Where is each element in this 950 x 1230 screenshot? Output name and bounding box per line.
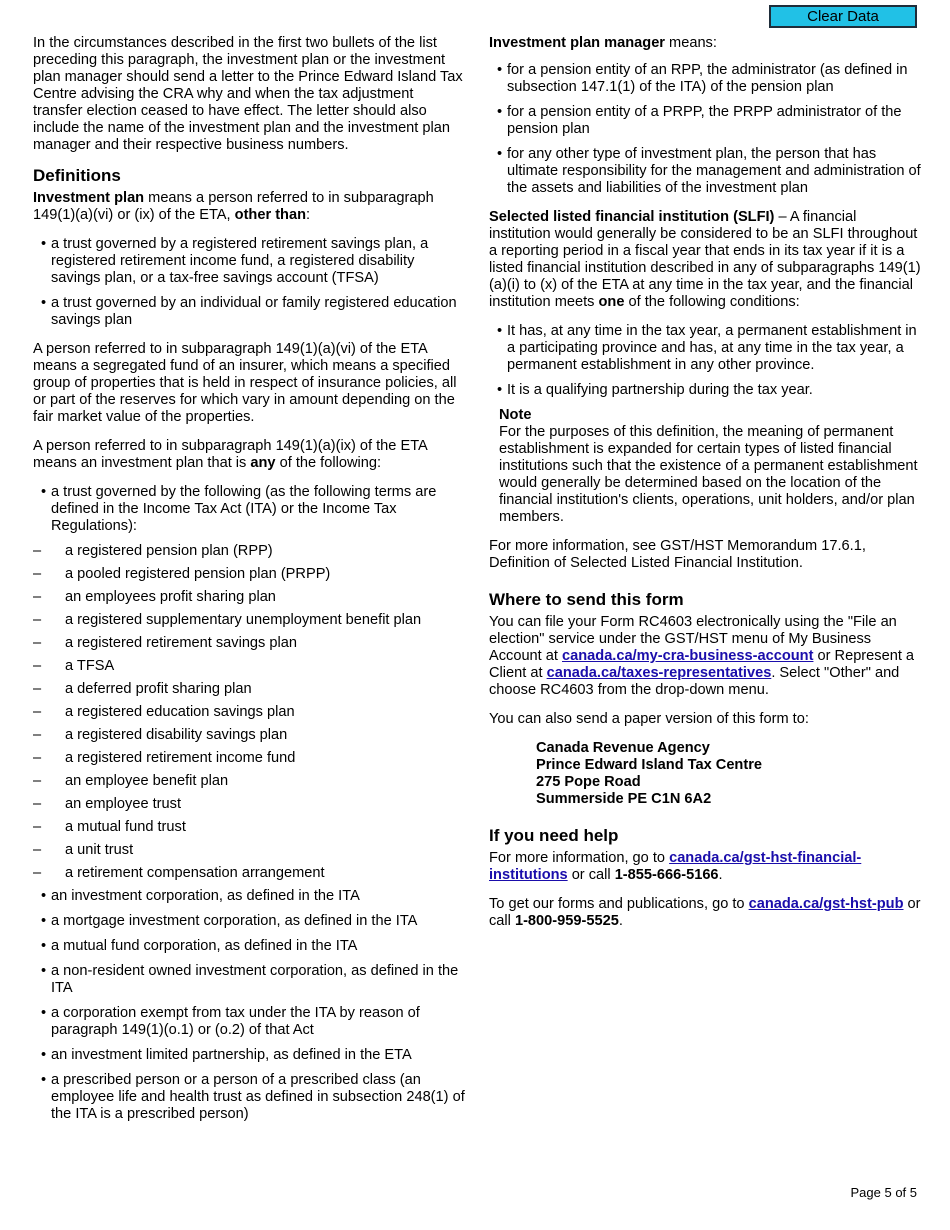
list-item: – a mutual fund trust [33, 819, 465, 836]
list-item: • a mortgage investment corporation, as defined in the ITA [33, 913, 465, 930]
electronic-filing-paragraph: You can file your Form RC4603 electronically using the "File an election" service under the GST/HST menu of My Business Account at canada.ca/my-cra-business-account or Represent a Client at canada.ca/taxes-representatives. Select "Other" and choose RC4603 from the drop-down menu. [489, 614, 915, 698]
segregated-fund-paragraph: A person referred to in subparagraph 149(1)(a)(vi) of the ETA means a segregated fund of an insurer, which means a specified group of properties that is held in respect of insurance policies, all or part of the reserves for which vary in amount depending on the fair market value of the properties. [33, 341, 457, 425]
list-item: • It is a qualifying partnership during the tax year. [489, 382, 921, 399]
investment-plan-term: Investment plan [33, 190, 145, 206]
list-item: • an investment corporation, as defined in the ITA [33, 888, 465, 905]
note-text: For the purposes of this definition, the meaning of permanent establishment is expanded for certain types of listed financial institutions such that the existence of a permanent establishment would generally be determined based on the location of the financial institution's clients, operations, unit holders, and/or plan members. [499, 424, 918, 525]
manager-definition: Investment plan manager means: [489, 35, 717, 51]
financial-institutions-link[interactable]: canada.ca/gst-hst-financial-institutions [489, 850, 862, 883]
clear-data-button[interactable]: Clear Data [769, 5, 917, 28]
investment-plan-definition: Investment plan means a person referred to in subparagraph 149(1)(a)(vi) or (ix) of the ETA, other than: [33, 190, 434, 223]
list-item: – a registered disability savings plan [33, 727, 465, 744]
definitions-heading: Definitions [33, 166, 121, 185]
list-item: • for a pension entity of an RPP, the administrator (as defined in subsection 147.1(1) of the ITA) of the pension plan [489, 62, 921, 96]
list-item: • a corporation exempt from tax under the ITA by reason of paragraph 149(1)(o.1) or (o.2) of that Act [33, 1005, 465, 1039]
forms-phone: 1-800-959-5525 [514, 913, 619, 929]
help-phone: 1-855-666-5166 [614, 867, 719, 883]
investment-plan-types-list [33, 484, 465, 535]
note-box [489, 407, 921, 526]
list-item: • a non-resident owned investment corporation, as defined in the ITA [33, 963, 465, 997]
list-item: • a trust governed by a registered retirement savings plan, a registered retirement income fund, a registered disability savings plan, or a tax-free savings account (TFSA) [33, 236, 465, 287]
right-column [489, 35, 921, 942]
manager-list [489, 62, 921, 197]
list-item: • a trust governed by an individual or family registered education savings plan [33, 295, 465, 329]
list-item: – a registered supplementary unemployment benefit plan [33, 612, 465, 629]
list-item: – a registered education savings plan [33, 704, 465, 721]
list-item: • for a pension entity of a PRPP, the PRPP administrator of the pension plan [489, 104, 921, 138]
other-entities-list [33, 888, 465, 1123]
list-item: – an employee trust [33, 796, 465, 813]
list-item: • for any other type of investment plan, the person that has ultimate responsibility for the management and administration of the assets and liabilities of the investment plan [489, 146, 921, 197]
more-info-paragraph: For more information, see GST/HST Memorandum 17.6.1, Definition of Selected Listed Financial Institution. [489, 538, 866, 571]
taxes-representatives-link[interactable]: canada.ca/taxes-representatives [546, 665, 772, 681]
gst-hst-pub-link[interactable]: canada.ca/gst-hst-pub [748, 896, 904, 912]
list-item: • It has, at any time in the tax year, a permanent establishment in a participating province and has, at any time in the tax year, a permanent establishment in any other province. [489, 323, 921, 374]
paper-version-paragraph: You can also send a paper version of this form to: [489, 711, 809, 727]
list-item: – a pooled registered pension plan (PRPP) [33, 566, 465, 583]
list-item: • a trust governed by the following (as the following terms are defined in the Income Tax Act (ITA) or the Income Tax Regulations): [33, 484, 465, 535]
list-item: – a retirement compensation arrangement [33, 865, 465, 882]
list-item: – a registered retirement income fund [33, 750, 465, 767]
list-item: – a registered pension plan (RPP) [33, 543, 465, 560]
help-heading: If you need help [489, 826, 619, 845]
list-item: – a TFSA [33, 658, 465, 675]
note-title: Note [499, 407, 532, 423]
help-paragraph: For more information, go to canada.ca/gst-hst-financial-institutions or call 1-855-666-5166. [489, 850, 862, 883]
list-item: – a deferred profit sharing plan [33, 681, 465, 698]
where-to-send-heading: Where to send this form [489, 590, 684, 609]
forms-paragraph: To get our forms and publications, go to canada.ca/gst-hst-pub or call 1-800-959-5525. [489, 896, 921, 929]
slfi-definition: Selected listed financial institution (SLFI) – A financial institution would generally be considered to be an SLFI throughout a reporting period in a fiscal year that ends in its tax year if it is a listed financial institution described in any of subparagraphs 149(1)(a)(i) to (x) of the ETA at any time in the tax year, and the financial institution meets one of the following conditions: [489, 209, 921, 310]
list-item: – a unit trust [33, 842, 465, 859]
left-column [33, 35, 465, 1131]
investment-plan-types-intro: A person referred to in subparagraph 149(1)(a)(ix) of the ETA means an investment plan that is any of the following: [33, 438, 427, 471]
list-item: • a mutual fund corporation, as defined in the ITA [33, 938, 465, 955]
page-number: Page 5 of 5 [850, 1185, 917, 1200]
slfi-conditions-list [489, 323, 921, 399]
list-item: • an investment limited partnership, as defined in the ETA [33, 1047, 465, 1064]
my-business-account-link[interactable]: canada.ca/my-cra-business-account [562, 648, 814, 664]
intro-paragraph: In the circumstances described in the first two bullets of the list preceding this paragraph, the investment plan or the investment plan manager should send a letter to the Prince Edward Island Tax Centre advising the CRA why and when the tax adjustment transfer election ceased to have effect. The letter should also include the name of the investment plan and the investment plan manager and their respective business numbers. [33, 35, 463, 153]
exclusions-list [33, 236, 465, 329]
trust-types-list [33, 543, 465, 882]
list-item: – an employees profit sharing plan [33, 589, 465, 606]
list-item: – an employee benefit plan [33, 773, 465, 790]
list-item: – a registered retirement savings plan [33, 635, 465, 652]
list-item: • a prescribed person or a person of a prescribed class (an employee life and health trust as defined in subsection 248(1) of the ITA is a prescribed person) [33, 1072, 465, 1123]
mailing-address: Canada Revenue Agency Prince Edward Island Tax Centre 275 Pope Road Summerside PE C1N 6A2 [536, 740, 763, 807]
